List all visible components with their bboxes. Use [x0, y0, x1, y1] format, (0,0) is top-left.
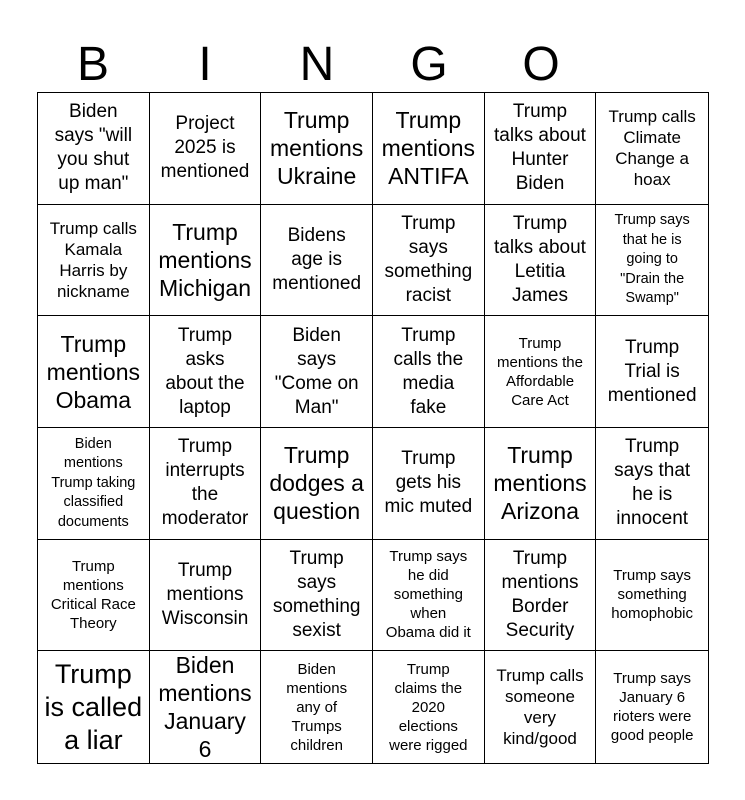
bingo-cell[interactable] [150, 205, 262, 317]
cell-text: Trump mentions Obama [46, 330, 140, 413]
cell-text: Trump mentions the Affordable Care Act [497, 334, 583, 409]
title-letter-n: N [299, 38, 335, 91]
bingo-cell[interactable] [373, 93, 485, 205]
cell-text: Trump says he did something when Obama did it [385, 548, 471, 642]
title-letter-i: I [198, 38, 212, 91]
bingo-cell[interactable] [485, 316, 597, 428]
bingo-cell[interactable] [373, 651, 485, 763]
cell-text: Trump gets his mic muted [384, 448, 473, 518]
cell-text: Biden mentions Trump taking classified documents [51, 435, 136, 530]
bingo-cell[interactable] [485, 205, 597, 317]
bingo-cell[interactable] [38, 316, 150, 428]
cell-text: Trump claims the 2020 elections were rigged [389, 660, 468, 754]
bingo-cell[interactable] [150, 651, 262, 763]
cell-text: Trump says something homophobic [611, 567, 694, 623]
cell-text: Trump says that he is going to "Drain the Swamp" [614, 212, 690, 307]
bingo-cell[interactable] [373, 205, 485, 317]
cell-text: Trump Trial is mentioned [607, 336, 697, 406]
title-letter-b: B [76, 38, 109, 91]
cell-text: Trump calls someone very kind/good [496, 666, 584, 749]
cell-text: Trump is called a liar [44, 658, 143, 755]
cell-text: Trump calls Kamala Harris by nickname [49, 218, 137, 301]
cell-text: Biden says "Come on Man" [274, 324, 359, 418]
bingo-cell[interactable] [596, 316, 708, 428]
cell-text: Biden mentions any of Trumps children [286, 660, 348, 754]
bingo-cell[interactable] [261, 540, 373, 652]
cell-text: Trump talks about Hunter Biden [494, 101, 586, 195]
bingo-grid [37, 92, 709, 764]
bingo-cell[interactable] [150, 540, 262, 652]
cell-text: Trump calls the media fake [393, 324, 464, 418]
cell-text: Trump says something sexist [272, 547, 361, 641]
bingo-cell[interactable] [596, 93, 708, 205]
title-letter-o: O [522, 38, 560, 91]
bingo-cell[interactable] [261, 316, 373, 428]
bingo-cell[interactable] [38, 540, 150, 652]
cell-text: Trump mentions Arizona [493, 442, 587, 525]
cell-text: Project 2025 is mentioned [160, 113, 250, 183]
bingo-cell[interactable] [261, 651, 373, 763]
cell-text: Bidens age is mentioned [272, 224, 362, 294]
bingo-cell[interactable] [261, 93, 373, 205]
cell-text: Trump calls Climate Change a hoax [608, 107, 696, 190]
cell-text: Trump says that he is innocent [614, 436, 691, 530]
bingo-cell[interactable] [485, 93, 597, 205]
cell-text: Trump asks about the laptop [165, 324, 245, 418]
bingo-cell[interactable] [150, 428, 262, 540]
bingo-cell[interactable] [485, 428, 597, 540]
cell-text: Trump mentions Ukraine [269, 107, 364, 190]
cell-text: Biden says "will you shut up man" [54, 101, 133, 195]
bingo-cell[interactable] [373, 540, 485, 652]
bingo-cell[interactable] [38, 651, 150, 763]
bingo-cell[interactable] [261, 205, 373, 317]
bingo-cell[interactable] [373, 428, 485, 540]
cell-text: Trump says January 6 rioters were good people [610, 670, 694, 745]
bingo-cell[interactable] [150, 316, 262, 428]
cell-text: Trump mentions Border Security [501, 547, 579, 641]
bingo-cell[interactable] [261, 428, 373, 540]
cell-text: Trump dodges a question [269, 442, 364, 525]
title-letter-g: G [410, 38, 448, 91]
cell-text: Biden mentions January 6 [158, 652, 252, 763]
bingo-cell[interactable] [38, 93, 150, 205]
cell-text: Trump interrupts the moderator [161, 436, 249, 530]
bingo-cell[interactable] [485, 651, 597, 763]
bingo-cell[interactable] [485, 540, 597, 652]
bingo-cell[interactable] [38, 205, 150, 317]
bingo-title [37, 34, 709, 92]
cell-text: Trump mentions Wisconsin [161, 559, 249, 629]
cell-text: Trump mentions Michigan [158, 218, 252, 301]
bingo-cell[interactable] [38, 428, 150, 540]
bingo-cell[interactable] [596, 540, 708, 652]
cell-text: Trump mentions ANTIFA [381, 107, 475, 190]
bingo-cell[interactable] [373, 316, 485, 428]
title-letter-spacer [597, 34, 709, 96]
bingo-cell[interactable] [150, 93, 262, 205]
cell-text: Trump talks about Letitia James [494, 212, 586, 306]
cell-text: Trump mentions Critical Race Theory [50, 557, 136, 632]
bingo-cell[interactable] [596, 651, 708, 763]
bingo-cell[interactable] [596, 205, 708, 317]
cell-text: Trump says something racist [384, 212, 473, 306]
bingo-cell[interactable] [596, 428, 708, 540]
